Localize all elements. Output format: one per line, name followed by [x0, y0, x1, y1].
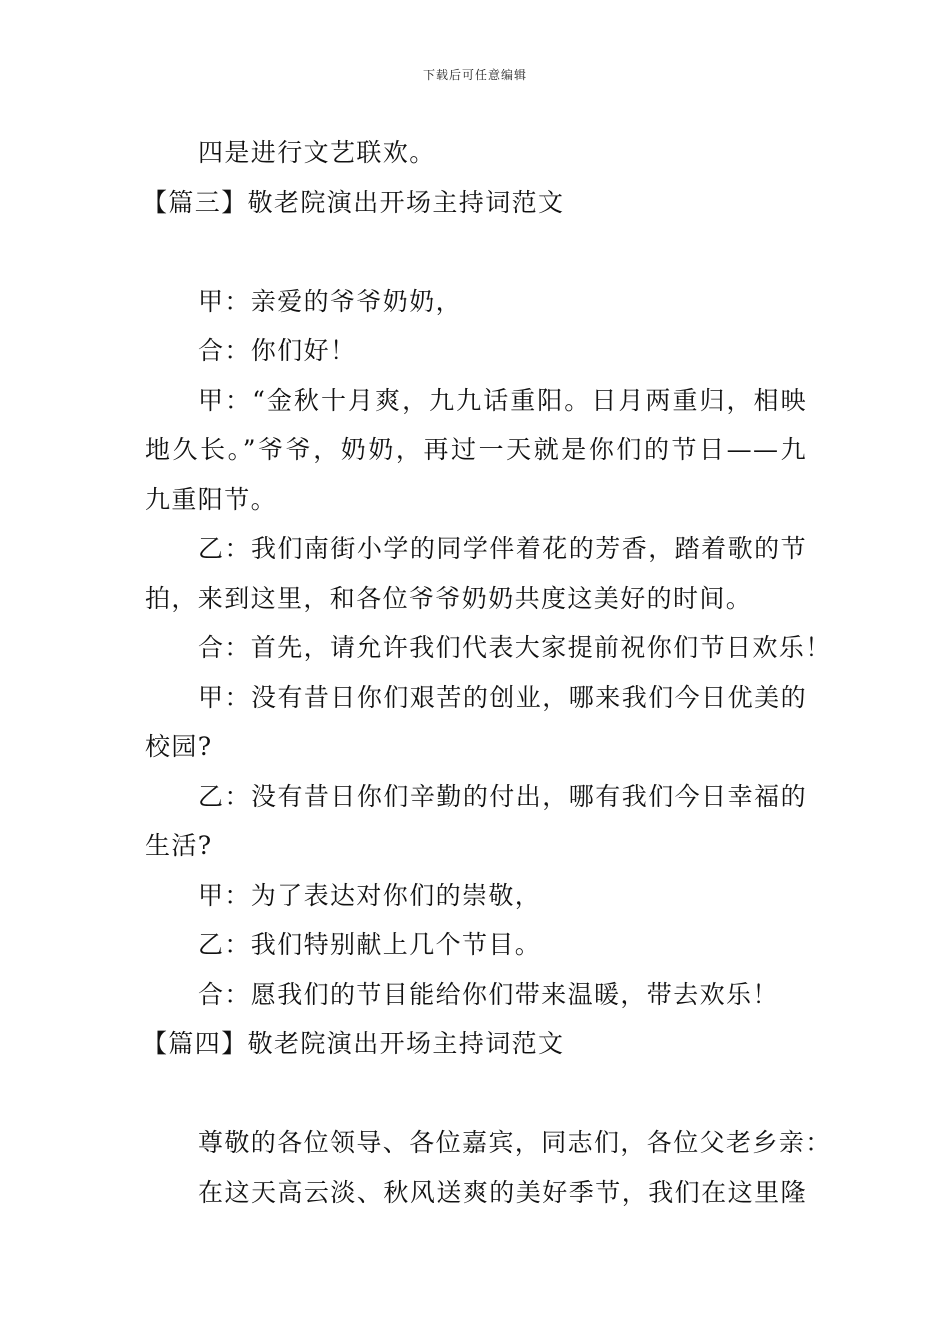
- dialogue-line: 合：愿我们的节目能给你们带来温暖，带去欢乐！: [198, 979, 779, 1009]
- dialogue-line: 合：你们好！: [198, 336, 357, 365]
- page-header-note: 下载后可任意编辑: [422, 68, 527, 82]
- dialogue-line-continued: 九重阳节。: [145, 484, 278, 514]
- blank-line: [145, 227, 807, 277]
- blank-line: [145, 1069, 807, 1119]
- section-heading-4: 【篇四】敬老院演出开场主持词范文: [142, 1029, 565, 1058]
- dialogue-line: 甲：为了表达对你们的崇敬，: [198, 880, 542, 910]
- dialogue-line-continued: 地久长。”爷爷，奶奶，再过一天就是你们的节日——九: [145, 435, 807, 464]
- document-body: [142, 128, 832, 1217]
- dialogue-line: 甲：亲爱的爷爷奶奶，: [198, 286, 463, 316]
- dialogue-line-continued: 校园?: [145, 732, 213, 761]
- paragraph-line: 在这天高云淡、秋风送爽的美好季节，我们在这里隆: [198, 1177, 807, 1207]
- dialogue-line: 乙：我们特别献上几个节目。: [198, 930, 542, 959]
- dialogue-line: 合：首先，请允许我们代表大家提前祝你们节日欢乐！: [198, 633, 832, 662]
- dialogue-line-continued: 拍，来到这里，和各位爷爷奶奶共度这美好的时间。: [145, 583, 753, 613]
- dialogue-line: 甲：“金秋十月爽，九九话重阳。日月两重归，相映: [198, 385, 807, 415]
- dialogue-line: 甲：没有昔日你们艰苦的创业，哪来我们今日优美的: [198, 682, 807, 712]
- paragraph-line: 四是进行文艺联欢。: [198, 138, 436, 167]
- dialogue-line: 乙：没有昔日你们辛勤的付出，哪有我们今日幸福的: [198, 781, 807, 811]
- dialogue-line-continued: 生活?: [145, 831, 213, 860]
- section-heading-3: 【篇三】敬老院演出开场主持词范文: [142, 187, 565, 217]
- paragraph-line: 尊敬的各位领导、各位嘉宾，同志们，各位父老乡亲：: [198, 1128, 832, 1157]
- dialogue-line: 乙：我们南街小学的同学伴着花的芳香，踏着歌的节: [198, 534, 807, 563]
